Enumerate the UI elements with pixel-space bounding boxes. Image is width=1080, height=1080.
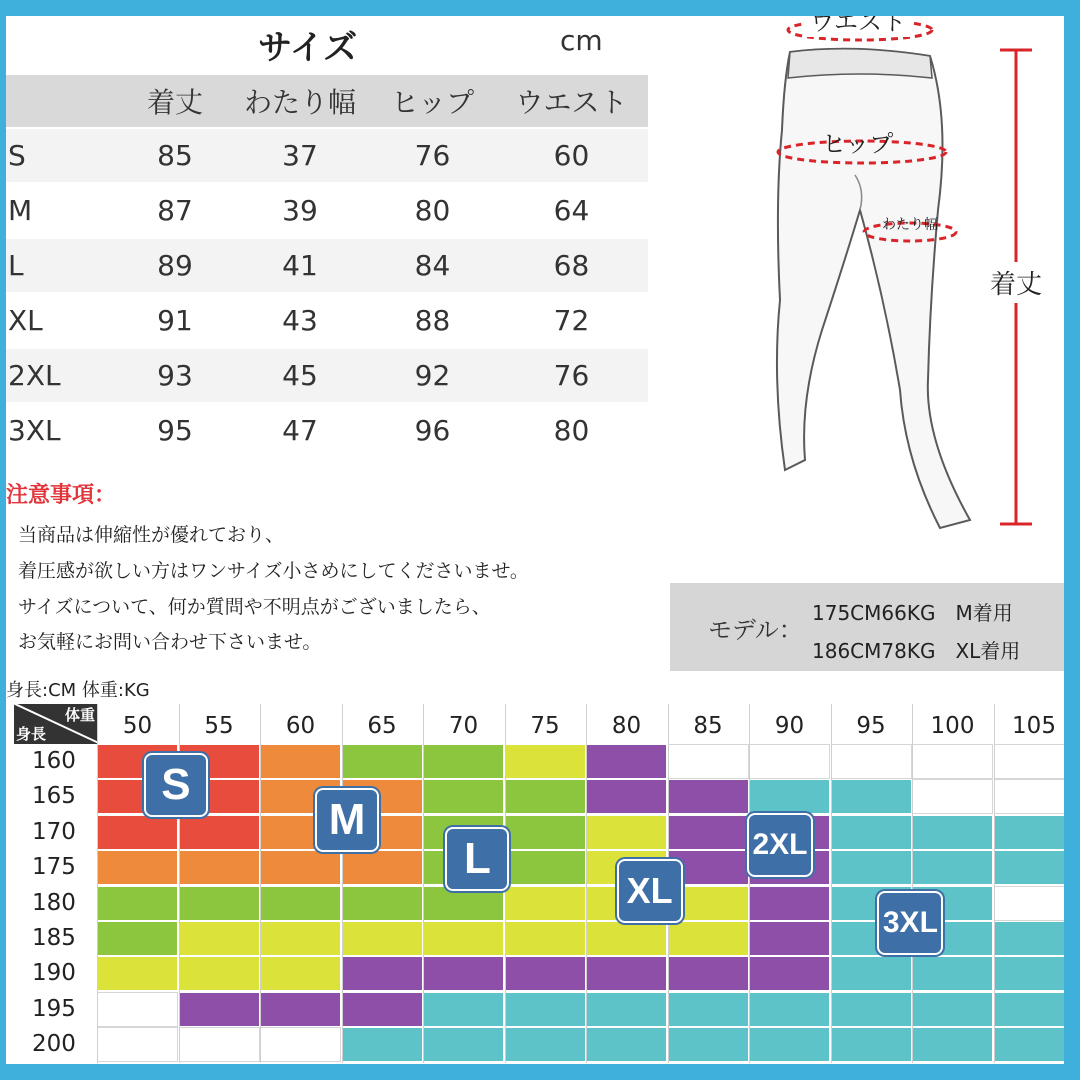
weight-tick-label: 95 [856,713,886,739]
chart-cell [179,850,260,885]
chart-cell [994,886,1075,921]
value-cell: 68 [553,249,590,282]
units-label: 身長:CM 体重:KG [6,680,150,701]
chart-cell [994,1027,1075,1062]
size-badge: M [317,790,377,850]
chart-cell [97,992,178,1027]
height-tick-label: 190 [32,960,76,987]
chart-cell [342,992,423,1027]
table-row [0,349,648,404]
chart-cell [749,992,830,1027]
size-cell: 2XL [8,359,61,392]
chart-cell [831,1027,912,1062]
value-cell: 41 [282,249,318,282]
height-tick-label: 165 [32,783,76,810]
value-cell: 93 [157,359,193,392]
value-cell: 76 [414,139,451,172]
chart-cell [505,886,586,921]
chart-cell [912,815,993,850]
value-cell: 91 [157,304,193,337]
waist-label: ウエスト [806,2,910,37]
chart-cell [831,850,912,885]
size-badge: S [146,755,206,815]
chart-cell [342,886,423,921]
size-table-header [0,75,648,129]
chart-cell [423,921,504,956]
model-label: モデル： [708,616,803,644]
size-chart-title: サイズ [258,28,358,68]
chart-cell [749,779,830,814]
chart-cell [342,956,423,991]
chart-cell [912,850,993,885]
chart-cell [179,921,260,956]
waistband [788,49,932,78]
chart-cell [505,850,586,885]
model-line: 186CM78KG XL着用 [812,639,1021,663]
size-badge: 3XL [879,893,941,953]
value-cell: 80 [553,414,590,447]
chart-cell [342,921,423,956]
chart-cell [994,992,1075,1027]
size-badge: L [447,829,507,889]
chart-cell [749,744,830,779]
chart-cell [97,921,178,956]
chart-cell [179,1027,260,1062]
chart-cell [749,886,830,921]
chart-cell [505,1027,586,1062]
table-row [0,184,648,239]
grid-line [912,704,913,1063]
chart-cell [423,744,504,779]
weight-tick-label: 65 [367,713,397,739]
chart-cell [668,956,749,991]
note-line: サイズについて、何か質問や不明点がございましたら、 [18,596,491,618]
chart-cell [260,956,341,991]
chart-cell [831,779,912,814]
chart-cell [97,956,178,991]
chart-cell [97,1027,178,1062]
chart-cell [586,921,667,956]
chart-cell [97,886,178,921]
hip-label: ヒップ [822,130,894,158]
value-cell: 76 [553,359,590,392]
chart-cell [505,921,586,956]
weight-tick-label: 85 [693,713,723,739]
value-cell: 96 [414,414,451,447]
chart-cell [586,779,667,814]
value-cell: 80 [414,194,451,227]
grid-line [260,704,261,1063]
chart-cell [749,956,830,991]
chart-cell [749,921,830,956]
chart-cell [505,992,586,1027]
height-tick-label: 195 [32,995,76,1022]
table-row [0,239,648,294]
chart-cell [668,921,749,956]
value-cell: 47 [282,414,318,447]
note-line: お気軽にお問い合わせ下さいませ。 [18,631,322,653]
thigh-label: わたり幅 [882,217,938,233]
chart-cell [260,850,341,885]
header-cell: ヒップ [390,86,475,119]
chart-cell [912,956,993,991]
chart-cell [668,779,749,814]
model-line: 175CM66KG M着用 [812,601,1013,625]
height-tick-label: 180 [32,889,76,916]
size-table [0,75,648,459]
weight-tick-label: 75 [530,713,560,739]
chart-cell [260,921,341,956]
size-cell: XL [8,304,43,337]
chart-cell [994,921,1075,956]
chart-cell [831,956,912,991]
size-cell: S [8,139,26,172]
chart-cell [668,815,749,850]
value-cell: 72 [553,304,590,337]
chart-cell [423,779,504,814]
notes-title: 注意事項： [6,483,117,508]
weight-tick-label: 50 [122,713,153,739]
weight-tick-label: 80 [611,713,642,739]
height-tick-label: 170 [32,818,76,845]
value-cell: 87 [157,194,193,227]
chart-cell [831,815,912,850]
chart-cell [668,1027,749,1062]
value-cell: 39 [282,194,318,227]
grid-line [994,704,995,1063]
chart-cell [668,992,749,1027]
chart-cell [994,815,1075,850]
chart-cell [749,1027,830,1062]
header-cell: 着丈 [146,86,203,119]
chart-cell [586,1027,667,1062]
chart-cell [342,1027,423,1062]
chart-cell [260,1027,341,1062]
size-cell: 3XL [8,414,61,447]
table-row [0,129,648,184]
chart-corner-header [14,704,97,744]
weight-tick-label: 100 [930,713,975,739]
grid-line [749,704,750,1063]
chart-cell [179,956,260,991]
weight-tick-label: 90 [774,713,805,739]
value-cell: 95 [157,414,193,447]
model-info-box [670,583,1070,671]
value-cell: 89 [157,249,193,282]
header-cell: ウエスト [515,86,628,119]
size-badge: XL [619,861,681,921]
grid-line [97,704,98,1063]
chart-cell [179,886,260,921]
chart-cell [423,992,504,1027]
height-tick-label: 175 [32,854,76,881]
table-row [0,404,648,459]
chart-cell [912,992,993,1027]
value-cell: 84 [414,249,451,282]
value-cell: 92 [414,359,451,392]
value-cell: 43 [282,304,318,337]
height-tick-label: 185 [32,925,76,951]
chart-cell [423,886,504,921]
length-label: 着丈 [990,262,1042,303]
weight-tick-label: 105 [1012,713,1056,739]
chart-cell [505,956,586,991]
chart-cell [342,850,423,885]
header-cell: わたり幅 [243,86,356,119]
chart-cell [423,956,504,991]
value-cell: 64 [553,194,590,227]
grid-line [586,704,587,1063]
chart-cell [668,744,749,779]
chart-cell [586,744,667,779]
grid-line [1075,704,1076,1063]
weight-axis-label: 体重 [64,706,95,724]
value-cell: 60 [553,139,590,172]
chart-cell [423,1027,504,1062]
chart-cell [912,1027,993,1062]
value-cell: 37 [282,139,318,172]
chart-cell [912,744,993,779]
size-cell: M [8,194,33,227]
size-chart-unit: cm [560,24,603,57]
chart-cell [831,992,912,1027]
grid-line [342,704,343,1063]
chart-cell [994,744,1075,779]
table-row [0,294,648,349]
height-tick-label: 200 [32,1031,76,1058]
weight-tick-label: 70 [448,713,479,739]
note-line: 着圧感が欲しい方はワンサイズ小さめにしてくださいませ。 [18,560,529,582]
size-badge: 2XL [749,815,811,875]
size-cell: L [8,249,24,282]
grid-line [831,704,832,1063]
leggings-shape [777,49,970,528]
height-axis-label: 身長 [16,725,47,743]
value-cell: 45 [282,359,318,392]
grid-line [423,704,424,1063]
weight-tick-label: 60 [285,713,316,739]
chart-cell [994,850,1075,885]
chart-cell [97,850,178,885]
chart-cell [342,744,423,779]
leggings-diagram [760,0,1070,540]
chart-cell [505,815,586,850]
chart-cell [831,744,912,779]
value-cell: 88 [414,304,451,337]
note-line: 当商品は伸縮性が優れており、 [18,524,285,546]
chart-cell [586,992,667,1027]
chart-cell [179,815,260,850]
chart-cell [260,992,341,1027]
chart-cell [179,992,260,1027]
value-cell: 85 [157,139,193,172]
chart-cell [586,956,667,991]
chart-cell [97,815,178,850]
chart-cell [586,815,667,850]
chart-cell [505,779,586,814]
chart-cell [994,779,1075,814]
height-tick-label: 160 [32,748,76,774]
chart-cell [994,956,1075,991]
chart-cell [505,744,586,779]
chart-cell [912,779,993,814]
chart-cell [260,886,341,921]
weight-tick-label: 55 [204,713,234,739]
chart-cell [260,744,341,779]
